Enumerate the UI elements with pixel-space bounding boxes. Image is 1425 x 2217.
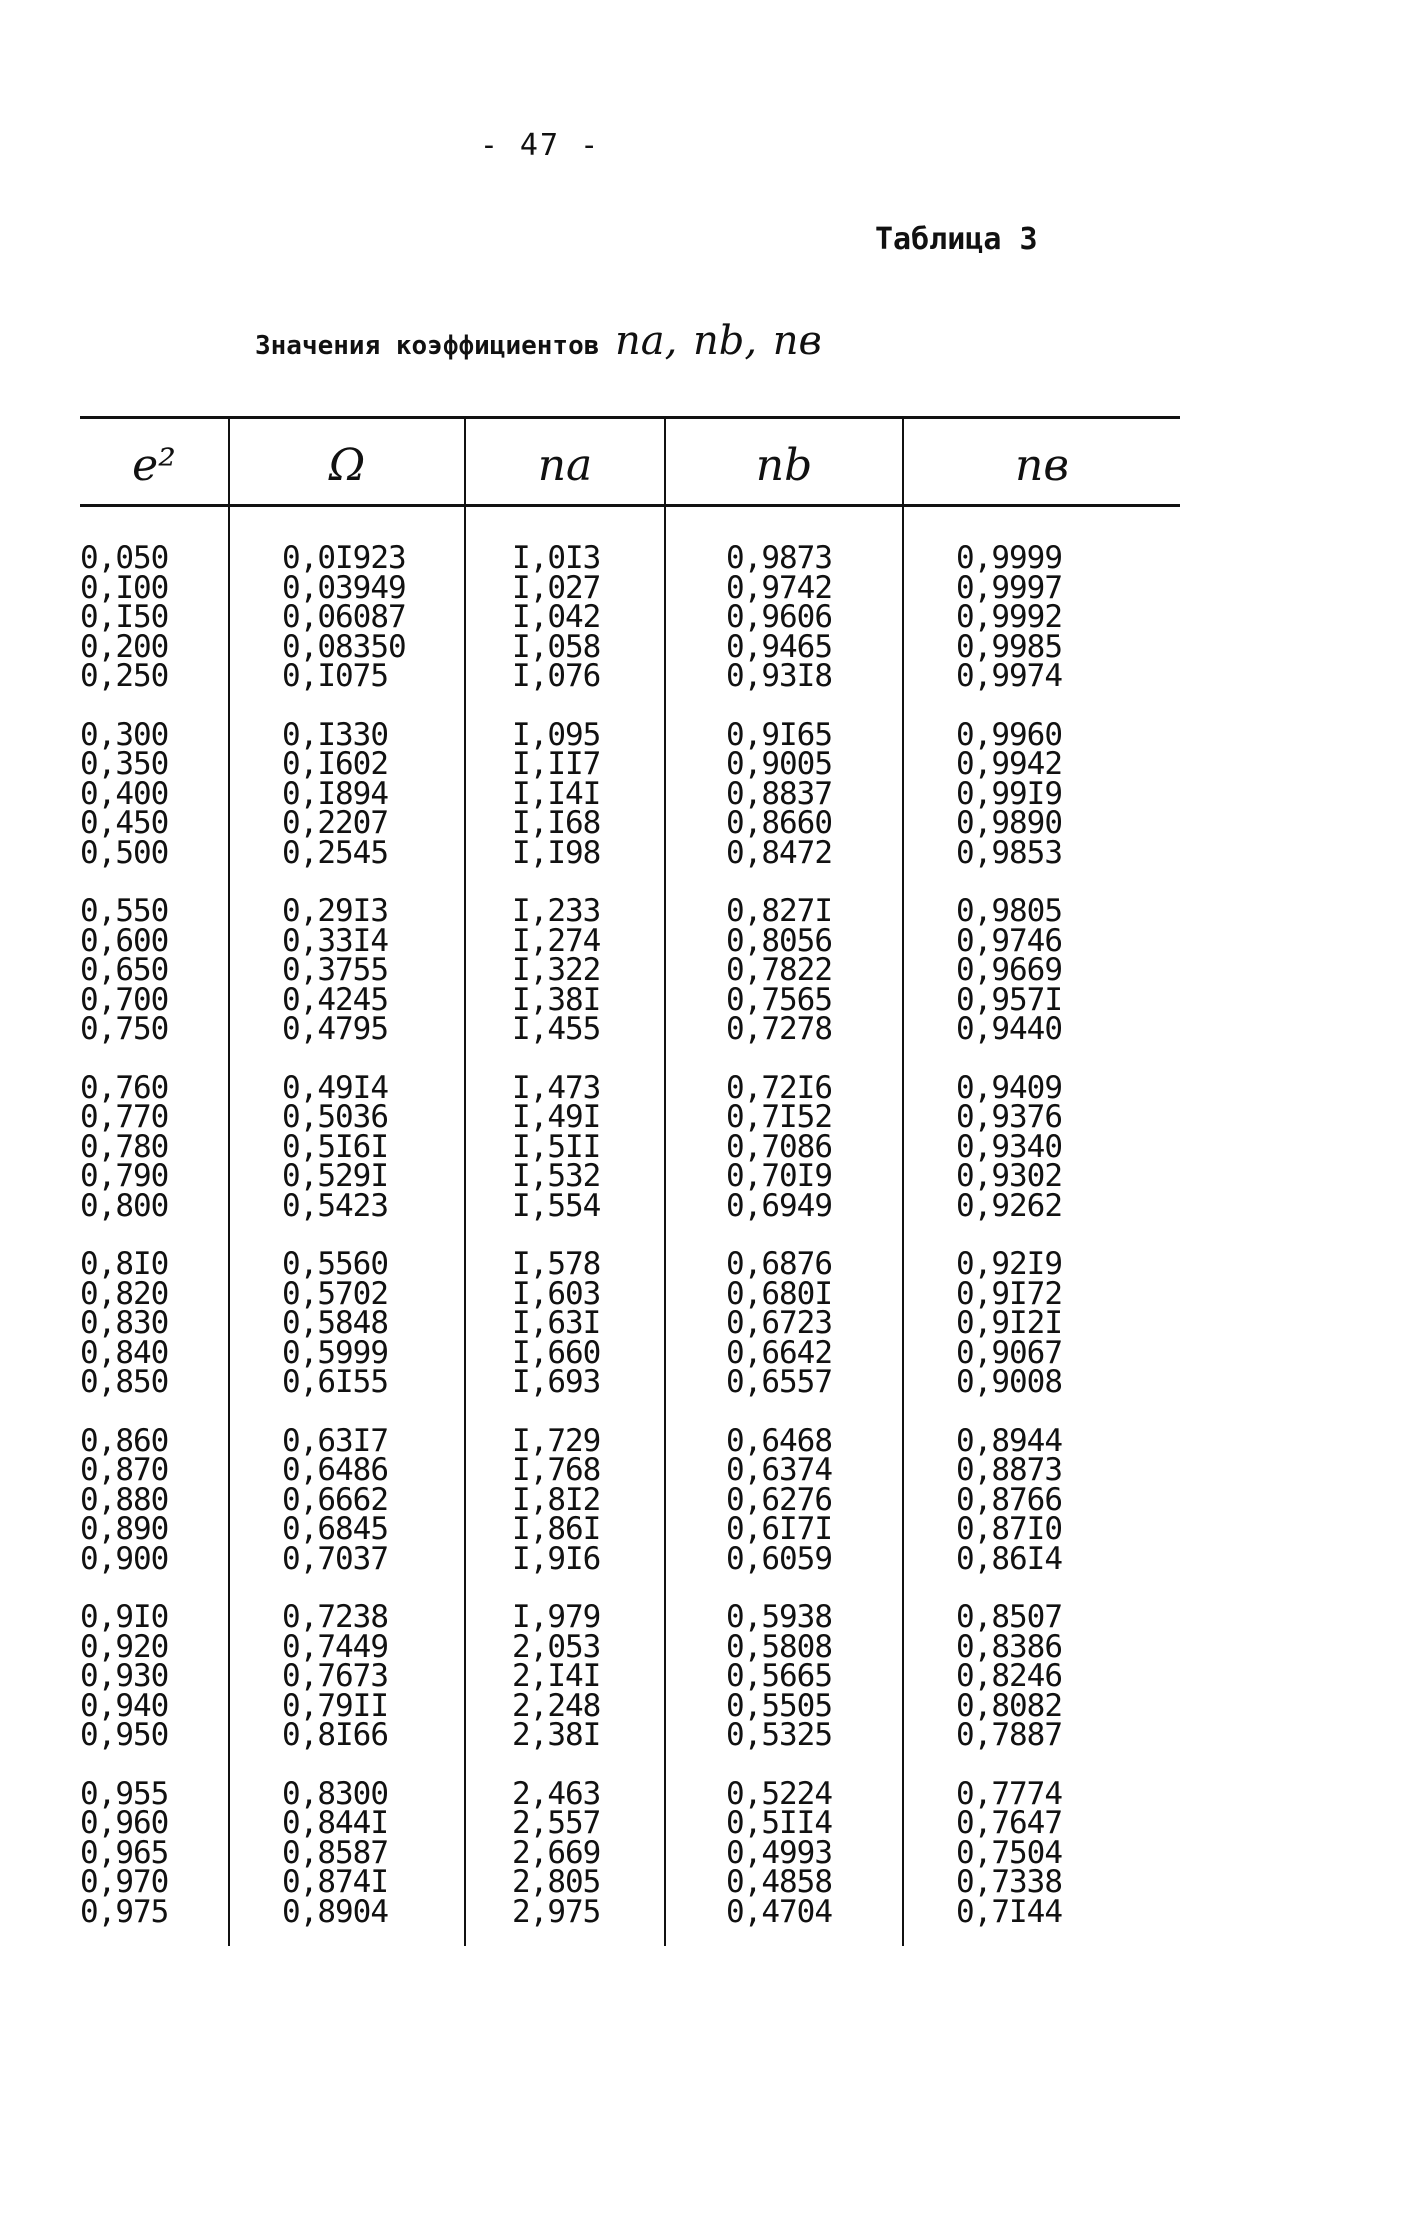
table-cell-omega: 0,I330 — [282, 716, 388, 753]
table-cell-nb: 0,9I65 — [726, 716, 832, 753]
table-cell-nv: 0,8507 — [956, 1599, 1062, 1635]
row-group — [956, 1599, 1062, 1753]
table-cell-nb: 0,5665 — [726, 1658, 832, 1694]
table-cell-na: 2,805 — [512, 1864, 601, 1900]
table-cell-e2: 0,750 — [80, 1011, 169, 1047]
table-cell-omega: 0,5036 — [282, 1099, 388, 1135]
table-cell-nb: 0,5505 — [726, 1687, 832, 1724]
table-cell-e2: 0,840 — [80, 1334, 169, 1371]
table-cell-nv: 0,9974 — [956, 658, 1062, 694]
table-cell-na: 2,053 — [512, 1628, 601, 1665]
row-group — [282, 1069, 406, 1224]
row-group — [512, 1069, 601, 1224]
table-cell-nb: 0,8056 — [726, 922, 832, 959]
row-group — [512, 1775, 601, 1930]
table-cell-e2: 0,I00 — [80, 569, 169, 606]
caption-prefix: Значения коэффициентов — [255, 331, 600, 361]
table-cell-nv: 0,7647 — [956, 1805, 1062, 1841]
row-group — [956, 893, 1062, 1047]
row-group — [282, 1246, 406, 1400]
table-cell-na: I,455 — [512, 1011, 601, 1047]
table-cell-na: I,095 — [512, 716, 601, 753]
table-cell-nb: 0,7565 — [726, 981, 832, 1018]
table-cell-na: I,38I — [512, 981, 601, 1018]
table-cell-omega: 0,8587 — [282, 1834, 388, 1871]
row-group — [512, 540, 601, 694]
table-cell-nb: 0,8660 — [726, 805, 832, 841]
column-nv — [956, 540, 1062, 1956]
table-cell-omega: 0,3755 — [282, 952, 388, 988]
table-cell-e2: 0,930 — [80, 1658, 169, 1694]
row-group — [512, 716, 601, 871]
table-cell-e2: 0,890 — [80, 1511, 169, 1547]
table-cell-omega: 0,79II — [282, 1687, 388, 1724]
table-cell-na: I,322 — [512, 952, 601, 988]
table-cell-omega: 0,I075 — [282, 658, 388, 694]
table-cell-nb: 0,9742 — [726, 569, 832, 606]
table-cell-nb: 0,5325 — [726, 1717, 832, 1753]
row-group — [282, 716, 406, 871]
table-cell-e2: 0,300 — [80, 716, 169, 753]
table-cell-nb: 0,8837 — [726, 775, 832, 812]
caption-symbol-nv: nв — [772, 318, 822, 364]
table-cell-na: I,554 — [512, 1187, 601, 1224]
table-cell-na: I,233 — [512, 893, 601, 929]
table-cell-na: I,578 — [512, 1246, 601, 1282]
table-cell-e2: 0,700 — [80, 981, 169, 1018]
header-na: na — [537, 439, 593, 491]
table-cell-omega: 0,4795 — [282, 1011, 388, 1047]
table-cell-e2: 0,650 — [80, 952, 169, 988]
table-cell-na: 2,669 — [512, 1834, 601, 1871]
column-e2 — [80, 540, 169, 1956]
table-cell-nb: 0,93I8 — [726, 658, 832, 694]
table-cell-na: I,8I2 — [512, 1481, 601, 1518]
row-group — [726, 540, 832, 694]
row-group — [726, 1422, 832, 1577]
table-cell-omega: 0,529I — [282, 1158, 388, 1194]
table-cell-nv: 0,9I72 — [956, 1275, 1062, 1312]
table-caption — [255, 318, 822, 364]
row-group — [512, 1422, 601, 1577]
table-cell-omega: 0,8904 — [282, 1893, 388, 1930]
table-cell-na: I,86I — [512, 1511, 601, 1547]
table-cell-e2: 0,870 — [80, 1452, 169, 1488]
table-cell-nb: 0,9606 — [726, 599, 832, 635]
table-cell-nb: 0,7086 — [726, 1128, 832, 1165]
table-cell-e2: 0,830 — [80, 1305, 169, 1341]
table-cell-nv: 0,957I — [956, 981, 1062, 1018]
table-cell-e2: 0,940 — [80, 1687, 169, 1724]
table-cell-e2: 0,450 — [80, 805, 169, 841]
table-cell-e2: 0,550 — [80, 893, 169, 929]
table-cell-e2: 0,920 — [80, 1628, 169, 1665]
table-cell-nb: 0,72I6 — [726, 1069, 832, 1106]
table-cell-nb: 0,7I52 — [726, 1099, 832, 1135]
column-divider — [902, 416, 904, 1946]
table-cell-nv: 0,9008 — [956, 1364, 1062, 1400]
table-cell-e2: 0,850 — [80, 1364, 169, 1400]
table-cell-nb: 0,5808 — [726, 1628, 832, 1665]
table-cell-na: I,I98 — [512, 834, 601, 871]
row-group — [80, 893, 169, 1047]
table-cell-na: 2,557 — [512, 1805, 601, 1841]
row-group — [726, 1069, 832, 1224]
table-cell-omega: 0,03949 — [282, 569, 406, 606]
table-cell-nv: 0,9302 — [956, 1158, 1062, 1194]
table-cell-e2: 0,050 — [80, 540, 169, 576]
table-cell-omega: 0,6845 — [282, 1511, 388, 1547]
table-cell-e2: 0,9I0 — [80, 1599, 169, 1635]
table-cell-e2: 0,760 — [80, 1069, 169, 1106]
row-group — [956, 1246, 1062, 1400]
column-divider — [228, 416, 230, 1946]
header-omega: Ω — [328, 439, 366, 491]
table-cell-nv: 0,9409 — [956, 1069, 1062, 1106]
table-cell-na: 2,248 — [512, 1687, 601, 1724]
row-group — [80, 1775, 169, 1930]
table-cell-nv: 0,7887 — [956, 1717, 1062, 1753]
table-label: Таблица 3 — [875, 222, 1038, 257]
row-group — [282, 1599, 406, 1753]
row-group — [282, 1422, 406, 1577]
table-cell-e2: 0,600 — [80, 922, 169, 959]
row-group — [726, 1599, 832, 1753]
column-na — [512, 540, 601, 1956]
table-cell-nb: 0,680I — [726, 1275, 832, 1312]
table-cell-omega: 0,06087 — [282, 599, 406, 635]
table-cell-nv: 0,8082 — [956, 1687, 1062, 1724]
table-cell-omega: 0,I602 — [282, 746, 388, 782]
table-cell-na: I,603 — [512, 1275, 601, 1312]
table-cell-nv: 0,9746 — [956, 922, 1062, 959]
table-cell-nv: 0,9262 — [956, 1187, 1062, 1224]
table-cell-e2: 0,955 — [80, 1775, 169, 1812]
table-cell-nb: 0,5938 — [726, 1599, 832, 1635]
row-group — [80, 716, 169, 871]
table-cell-nb: 0,6557 — [726, 1364, 832, 1400]
table-cell-na: I,027 — [512, 569, 601, 606]
table-cell-omega: 0,0I923 — [282, 540, 406, 576]
table-cell-e2: 0,880 — [80, 1481, 169, 1518]
table-cell-e2: 0,770 — [80, 1099, 169, 1135]
table-cell-omega: 0,2545 — [282, 834, 388, 871]
table-cell-nb: 0,6I7I — [726, 1511, 832, 1547]
table-cell-na: I,I4I — [512, 775, 601, 812]
table-cell-e2: 0,900 — [80, 1540, 169, 1577]
table-cell-e2: 0,970 — [80, 1864, 169, 1900]
table-cell-e2: 0,860 — [80, 1422, 169, 1459]
column-nb — [726, 540, 832, 1956]
row-group — [80, 1422, 169, 1577]
table-cell-e2: 0,950 — [80, 1717, 169, 1753]
header-nb: nb — [755, 439, 813, 491]
table-cell-omega: 0,63I7 — [282, 1422, 388, 1459]
table-cell-e2: 0,790 — [80, 1158, 169, 1194]
table-cell-nb: 0,827I — [726, 893, 832, 929]
caption-symbol-nb: nb — [693, 318, 745, 364]
table-cell-nv: 0,9376 — [956, 1099, 1062, 1135]
table-cell-nv: 0,8246 — [956, 1658, 1062, 1694]
row-group — [956, 1422, 1062, 1577]
table-cell-e2: 0,350 — [80, 746, 169, 782]
table-cell-nb: 0,9873 — [726, 540, 832, 576]
header-e2: e² — [132, 439, 176, 491]
table-cell-omega: 0,08350 — [282, 628, 406, 665]
table-cell-omega: 0,8I66 — [282, 1717, 388, 1753]
table-header-rule — [80, 504, 1180, 507]
table-cell-nv: 0,92I9 — [956, 1246, 1062, 1282]
table-cell-nv: 0,9067 — [956, 1334, 1062, 1371]
page-number: - 47 - — [479, 128, 601, 163]
table-cell-na: 2,I4I — [512, 1658, 601, 1694]
table-cell-nv: 0,9I2I — [956, 1305, 1062, 1341]
row-group — [512, 1246, 601, 1400]
table-cell-na: I,0I3 — [512, 540, 601, 576]
table-cell-omega: 0,844I — [282, 1805, 388, 1841]
table-cell-omega: 0,6486 — [282, 1452, 388, 1488]
table-top-rule — [80, 416, 1180, 419]
row-group — [512, 1599, 601, 1753]
table-cell-na: I,II7 — [512, 746, 601, 782]
table-cell-na: I,768 — [512, 1452, 601, 1488]
table-cell-e2: 0,975 — [80, 1893, 169, 1930]
table-cell-nv: 0,8386 — [956, 1628, 1062, 1665]
row-group — [282, 893, 406, 1047]
table-cell-nb: 0,8472 — [726, 834, 832, 871]
table-cell-omega: 0,7238 — [282, 1599, 388, 1635]
table-cell-nv: 0,7I44 — [956, 1893, 1062, 1930]
table-cell-omega: 0,6662 — [282, 1481, 388, 1518]
table-cell-omega: 0,7673 — [282, 1658, 388, 1694]
table-cell-na: I,63I — [512, 1305, 601, 1341]
row-group — [726, 716, 832, 871]
table-cell-nb: 0,4993 — [726, 1834, 832, 1871]
table-cell-na: I,076 — [512, 658, 601, 694]
table-cell-nv: 0,9805 — [956, 893, 1062, 929]
table-cell-nb: 0,5II4 — [726, 1805, 832, 1841]
table-cell-omega: 0,I894 — [282, 775, 388, 812]
table-cell-na: 2,463 — [512, 1775, 601, 1812]
table-cell-omega: 0,5I6I — [282, 1128, 388, 1165]
row-group — [726, 1775, 832, 1930]
table-cell-nb: 0,6949 — [726, 1187, 832, 1224]
row-group — [282, 540, 406, 694]
table-cell-omega: 0,7449 — [282, 1628, 388, 1665]
table-cell-na: I,042 — [512, 599, 601, 635]
table-cell-nv: 0,7338 — [956, 1864, 1062, 1900]
table-cell-nb: 0,7278 — [726, 1011, 832, 1047]
table-cell-e2: 0,780 — [80, 1128, 169, 1165]
row-group — [956, 1069, 1062, 1224]
table-cell-nb: 0,6059 — [726, 1540, 832, 1577]
table-cell-nv: 0,9340 — [956, 1128, 1062, 1165]
table-cell-nv: 0,9440 — [956, 1011, 1062, 1047]
table-cell-e2: 0,820 — [80, 1275, 169, 1312]
table-cell-nb: 0,5224 — [726, 1775, 832, 1812]
row-group — [956, 1775, 1062, 1930]
table-cell-na: I,274 — [512, 922, 601, 959]
caption-separator: , — [744, 318, 758, 364]
table-cell-omega: 0,874I — [282, 1864, 388, 1900]
table-cell-e2: 0,400 — [80, 775, 169, 812]
table-cell-nv: 0,8944 — [956, 1422, 1062, 1459]
table-cell-nv: 0,8766 — [956, 1481, 1062, 1518]
table-cell-nb: 0,6876 — [726, 1246, 832, 1282]
table-cell-omega: 0,6I55 — [282, 1364, 388, 1400]
table-cell-nv: 0,9890 — [956, 805, 1062, 841]
table-cell-nv: 0,7774 — [956, 1775, 1062, 1812]
table-cell-nv: 0,9985 — [956, 628, 1062, 665]
table-cell-na: 2,975 — [512, 1893, 601, 1930]
table-cell-nv: 0,8873 — [956, 1452, 1062, 1488]
row-group — [80, 1599, 169, 1753]
caption-separator: , — [664, 318, 678, 364]
table-cell-omega: 0,5423 — [282, 1187, 388, 1224]
table-cell-e2: 0,200 — [80, 628, 169, 665]
table-cell-nv: 0,7504 — [956, 1834, 1062, 1871]
table-cell-na: I,058 — [512, 628, 601, 665]
table-cell-nv: 0,9942 — [956, 746, 1062, 782]
table-cell-nb: 0,6642 — [726, 1334, 832, 1371]
row-group — [956, 540, 1062, 694]
table-cell-nb: 0,6723 — [726, 1305, 832, 1341]
table-cell-nb: 0,9465 — [726, 628, 832, 665]
caption-symbol-na: na — [615, 318, 665, 364]
table-cell-e2: 0,500 — [80, 834, 169, 871]
table-cell-na: I,693 — [512, 1364, 601, 1400]
column-divider — [464, 416, 466, 1946]
table-cell-nv: 0,99I9 — [956, 775, 1062, 812]
table-cell-e2: 0,800 — [80, 1187, 169, 1224]
row-group — [512, 893, 601, 1047]
table-cell-nb: 0,4704 — [726, 1893, 832, 1930]
row-group — [726, 893, 832, 1047]
row-group — [80, 1246, 169, 1400]
table-cell-nb: 0,6374 — [726, 1452, 832, 1488]
table-cell-nv: 0,9992 — [956, 599, 1062, 635]
table-cell-na: I,532 — [512, 1158, 601, 1194]
table-cell-na: I,979 — [512, 1599, 601, 1635]
table-cell-na: I,5II — [512, 1128, 601, 1165]
header-nv: nв — [1015, 439, 1069, 491]
table-cell-omega: 0,2207 — [282, 805, 388, 841]
table-cell-na: I,729 — [512, 1422, 601, 1459]
table-cell-e2: 0,250 — [80, 658, 169, 694]
table-cell-na: I,9I6 — [512, 1540, 601, 1577]
table-cell-omega: 0,8300 — [282, 1775, 388, 1812]
table-cell-omega: 0,49I4 — [282, 1069, 388, 1106]
table-cell-nv: 0,9669 — [956, 952, 1062, 988]
table-cell-e2: 0,I50 — [80, 599, 169, 635]
table-cell-omega: 0,5999 — [282, 1334, 388, 1371]
table-cell-nb: 0,6468 — [726, 1422, 832, 1459]
table-cell-omega: 0,29I3 — [282, 893, 388, 929]
row-group — [726, 1246, 832, 1400]
table-cell-nb: 0,7822 — [726, 952, 832, 988]
table-cell-na: 2,38I — [512, 1717, 601, 1753]
row-group — [80, 1069, 169, 1224]
table-cell-omega: 0,33I4 — [282, 922, 388, 959]
row-group — [80, 540, 169, 694]
column-omega — [282, 540, 406, 1956]
table-cell-omega: 0,5560 — [282, 1246, 388, 1282]
column-divider — [664, 416, 666, 1946]
table-cell-nv: 0,9960 — [956, 716, 1062, 753]
table-cell-nv: 0,87I0 — [956, 1511, 1062, 1547]
table-cell-na: I,49I — [512, 1099, 601, 1135]
table-cell-nv: 0,9853 — [956, 834, 1062, 871]
row-group — [956, 716, 1062, 871]
row-group — [282, 1775, 406, 1930]
table-cell-nb: 0,9005 — [726, 746, 832, 782]
table-cell-omega: 0,4245 — [282, 981, 388, 1018]
table-cell-e2: 0,8I0 — [80, 1246, 169, 1282]
table-cell-omega: 0,5702 — [282, 1275, 388, 1312]
table-cell-nv: 0,9999 — [956, 540, 1062, 576]
table-cell-e2: 0,960 — [80, 1805, 169, 1841]
table-cell-na: I,473 — [512, 1069, 601, 1106]
table-cell-nv: 0,86I4 — [956, 1540, 1062, 1577]
table-cell-nv: 0,9997 — [956, 569, 1062, 606]
table-cell-e2: 0,965 — [80, 1834, 169, 1871]
table-cell-omega: 0,7037 — [282, 1540, 388, 1577]
table-cell-na: I,660 — [512, 1334, 601, 1371]
table-cell-na: I,I68 — [512, 805, 601, 841]
table-cell-nb: 0,70I9 — [726, 1158, 832, 1194]
table-cell-nb: 0,4858 — [726, 1864, 832, 1900]
table-cell-nb: 0,6276 — [726, 1481, 832, 1518]
table-cell-omega: 0,5848 — [282, 1305, 388, 1341]
